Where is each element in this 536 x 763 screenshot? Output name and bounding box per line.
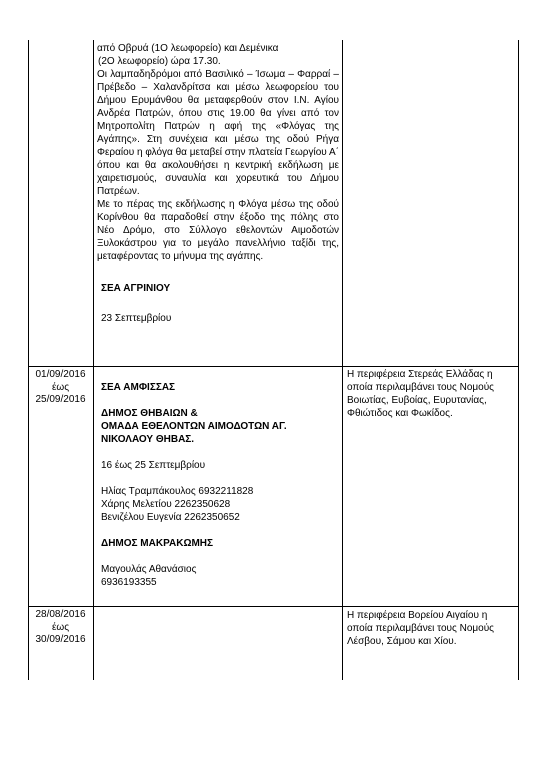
row1-paragraph-torch: Οι λαμπαδηδρόμοι από Βασιλικό – Ίσωμα – Φαρραί – Πρέβεδο – Χαλανδρίτσα και μέσω λεωφορείου του Δήμου Ερυμάνθου θα μεταφερθούν στον Ι.Ν. Αγίου Ανδρέα Πατρών, όπου στις 19.00 θα γίνει από τον Μητροπολίτη Πατρών η αφή της «Φλόγας της Αγάπης». Στη συνέχεια και μέσω της οδού Ρήγα Φεραίου η φλόγα θα μεταβεί στην πλατεία Γεωργίου Α΄ όπου και θα ακολουθήσει η κεντρική εκδήλωση με χαιρετισμούς, συναυλία και χορευτικά του Δήμου Πατρέων. xyxy=(97,69,339,197)
row1-paragraph-handover: Με το πέρας της εκδήλωσης η Φλόγα μέσω της οδού Κορίνθου θα παραδοθεί στην έξοδο της πόλης στο Νέο Δρόμο, στο Σύλλογο εθελοντών Αιμοδοτών Ξυλοκάστρου για το μεγάλο πανελλήνιο ταξίδι της, μεταφέροντας το μήνυμα της αγάπης. xyxy=(97,199,339,262)
date-separator: έως xyxy=(51,381,70,393)
row2-heading-makrakomi: ΔΗΜΟΣ ΜΑΚΡΑΚΩΜΗΣ xyxy=(101,538,214,549)
row-divider xyxy=(29,366,518,367)
row2-heading-thiva: ΔΗΜΟΣ ΘΗΒΑΙΩΝ & xyxy=(101,408,198,419)
row1-line: από Οβρυά (1Ο λεωφορείο) και Δεμένικα xyxy=(97,43,279,54)
row2-region xyxy=(347,368,515,420)
region-line: οποία περιλαμβάνει τους Νομούς xyxy=(347,382,495,393)
region-line: Η περιφέρεια Στερεάς Ελλάδας η xyxy=(347,369,493,380)
row3-region xyxy=(347,609,515,648)
row1-description xyxy=(97,42,339,325)
contact-phone: 6936193355 xyxy=(101,577,157,588)
region-line: Βοιωτίας, Ευβοίας, Ευρυτανίας, xyxy=(347,395,487,406)
date-separator: έως xyxy=(51,621,70,633)
row-divider xyxy=(29,606,518,607)
schedule-table xyxy=(28,40,519,680)
contact-line: Ηλίας Τραμπάκουλος 6932211828 xyxy=(101,486,254,497)
region-line: οποία περιλαμβάνει τους Νομούς xyxy=(347,623,495,634)
date-to: 25/09/2016 xyxy=(35,394,86,405)
row2-dates xyxy=(29,369,92,407)
column-divider xyxy=(93,40,94,680)
column-divider xyxy=(342,40,343,680)
region-line: Λέσβου, Σάμου και Χίου. xyxy=(347,636,457,647)
row1-line: (2Ο λεωφορείο) ώρα 17.30. xyxy=(98,56,221,67)
contact-line: Βενιζέλου Ευγενία 2262350652 xyxy=(101,512,240,523)
row2-heading-thiva: ΟΜΑΔΑ ΕΘΕΛΟΝΤΩΝ ΑΙΜΟΔΟΤΩΝ ΑΓ. xyxy=(101,421,287,432)
row1-date: 23 Σεπτεμβρίου xyxy=(101,313,172,324)
contact-name: Μαγουλάς Αθανάσιος xyxy=(101,564,197,575)
row2-heading-amfissa: ΣΕΑ ΑΜΦΙΣΣΑΣ xyxy=(101,382,176,393)
region-line: Φθιώτιδος και Φωκίδος. xyxy=(347,408,453,419)
date-from: 28/08/2016 xyxy=(35,609,86,620)
row3-dates xyxy=(29,609,92,647)
row1-heading: ΣΕΑ ΑΓΡΙΝΙΟΥ xyxy=(101,283,171,294)
row2-description xyxy=(101,381,339,589)
row2-period: 16 έως 25 Σεπτεμβρίου xyxy=(101,460,206,471)
region-line: Η περιφέρεια Βορείου Αιγαίου η xyxy=(347,610,488,621)
date-to: 30/09/2016 xyxy=(35,634,86,645)
row2-heading-thiva: ΝΙΚΟΛΑΟΥ ΘΗΒΑΣ. xyxy=(101,434,195,445)
contact-line: Χάρης Μελετίου 2262350628 xyxy=(101,499,231,510)
date-from: 01/09/2016 xyxy=(35,369,86,380)
